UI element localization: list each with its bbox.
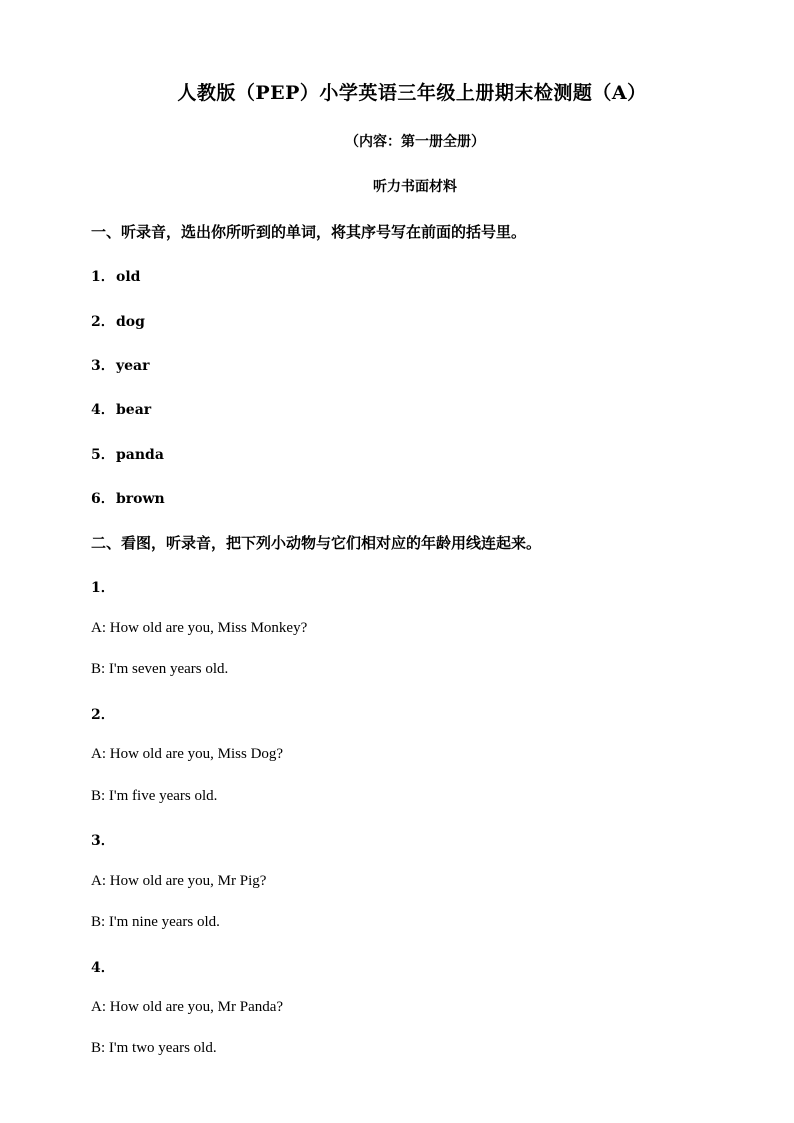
item-word: dog xyxy=(116,314,145,330)
dialog-line-b: B: I'm seven years old. xyxy=(91,661,229,677)
document-title: 人教版（PEP）小学英语三年级上册期末检测题（A） xyxy=(177,82,647,104)
item-number: 6． xyxy=(91,491,115,507)
section-1-instruction: 一、听录音，选出你所听到的单词，将其序号写在前面的括号里。 xyxy=(91,223,527,241)
item-number: 1． xyxy=(91,269,115,285)
list-item xyxy=(91,444,164,464)
dialog-line-b: B: I'm nine years old. xyxy=(91,914,220,930)
list-item xyxy=(91,355,150,375)
item-number: 5． xyxy=(91,447,115,463)
list-item xyxy=(91,488,165,508)
list-item xyxy=(91,399,151,419)
item-word: brown xyxy=(116,491,165,507)
dialog-line-a: A: How old are you, Mr Panda? xyxy=(91,999,284,1015)
item-number: 3． xyxy=(91,358,115,374)
item-number: 4． xyxy=(91,402,115,418)
dialog-line-a: A: How old are you, Miss Monkey? xyxy=(91,620,308,636)
dialog-line-b: B: I'm two years old. xyxy=(91,1040,217,1056)
item-word: old xyxy=(116,269,141,285)
dialog-number: 2． xyxy=(91,707,115,723)
document-subtitle: （内容：第一册全册） xyxy=(345,134,485,150)
item-word: panda xyxy=(116,447,164,463)
item-number: 2． xyxy=(91,314,115,330)
section-heading: 听力书面材料 xyxy=(373,179,457,195)
item-word: year xyxy=(116,358,150,374)
dialog-number: 3． xyxy=(91,833,115,849)
dialog-line-a: A: How old are you, Miss Dog? xyxy=(91,746,284,762)
dialog-number: 1． xyxy=(91,580,115,596)
list-item xyxy=(91,311,145,331)
dialog-line-a: A: How old are you, Mr Pig? xyxy=(91,873,267,889)
dialog-line-b: B: I'm five years old. xyxy=(91,788,218,804)
item-word: bear xyxy=(116,402,152,418)
dialog-number: 4． xyxy=(91,960,115,976)
list-item xyxy=(91,266,140,286)
section-2-instruction: 二、看图，听录音，把下列小动物与它们相对应的年龄用线连起来。 xyxy=(91,534,542,552)
